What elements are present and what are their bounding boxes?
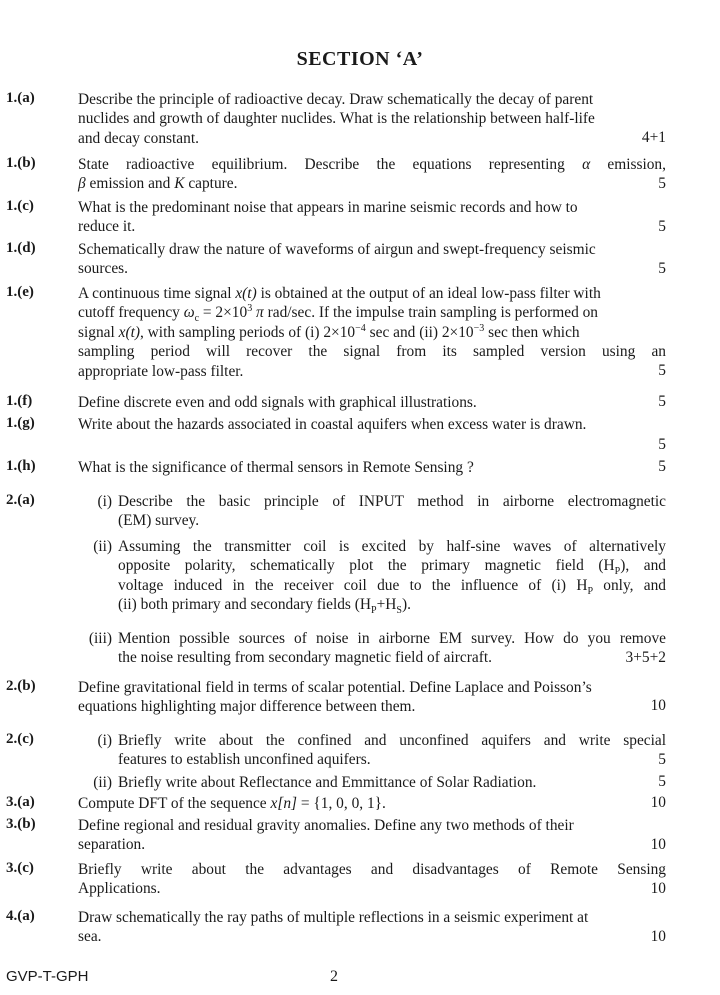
marks: 10 <box>650 880 666 897</box>
question-text: Define regional and residual gravity anomalies. Define any two methods of their separation. <box>78 817 574 854</box>
page-number: 2 <box>330 968 338 985</box>
question-number: 1.(a) <box>6 90 35 106</box>
question-number: 2.(b) <box>6 678 36 694</box>
question-number: 1.(e) <box>6 284 34 300</box>
question-number: 3.(a) <box>6 794 35 810</box>
question-text: Define discrete even and odd signals with graphical illustrations. <box>78 394 477 411</box>
marks: 5 <box>658 393 666 410</box>
question-text: What is the significance of thermal sensors in Remote Sensing ? <box>78 459 474 476</box>
question-number: 2.(a) <box>6 492 35 508</box>
question-number: 1.(f) <box>6 393 33 409</box>
question-number: 2.(c) <box>6 731 34 747</box>
marks: 4+1 <box>641 129 666 146</box>
exam-page: SECTION ‘A’ 1.(a) Describe the principle of radioactive decay. Draw schematically the decay of parent nuclides and growth of daughter nuclides. What is the relationship between half-life and decay constant. 4+1 1.(b) State radioactive equilibrium. Describe the equations representing α emission, β emission and K capture. 5 1.(c) What is the predominant noise that appears in marine seismic records and how to reduce it. 5 1.(d) Schematically draw the nature of waveforms of airgun and swept-frequency seismic sources. 5 1.(e) A continuous time signal x(t) is obtained at the output of an ideal low-pass filter with cutoff frequency $\omega_c = 2\times 10^3$ π rad/sec. If the impulse train sampling is performed on signal x(t), with sampling periods of (i) $2\times 10^{-4}$ sec and (ii) $2\times 10^{-3}$ sec then which sampling period will recover the signal from its sampled version using an appropriate low-pass filter. 5 1.(f) Define discrete even and odd signals with graphical illustrations. 5 1.(g) Write about the hazards associated in coastal aquifers when excess water is drawn. 5 1.(h) What is the significance of thermal sensors in Remote Sensing ? 5 2.(a) (i) Describe the basic principle of INPUT method in airborne electromagnetic (EM) survey. (ii) Assuming the transmitter coil is excited by half-sine waves of alternatively opposite polarity, schematically plot the primary magnetic field $(H_P)$, and voltage induced in the receiver coil due to the influence of (i) $H_P$ only, and (ii) both primary and secondary fields $(H_P+H_S)$. (iii) Mention possible sources of noise in airborne EM survey. How do you remove the noise resulting from secondary magnetic field of aircraft. 3+5+2 2.(b) Define gravitational field in terms of scalar potential. Define Laplace and Poisson’s equations highlighting major difference between them. 10 2.(c) (i) Briefly write about the confined and unconfined aquifers and write special features to establish unconfined aquifers. 5 (ii) Briefly write about Reflectance and Emmittance of Solar Radiation. 5 3.(a) Compute DFT of the sequence x[n] = {1, 0, 0, 1}. 10 3.(b) Define regional and residual gravity anomalies. Define any two methods of their separation. 10 3.(c) Briefly write about the advantages and disadvantages of Remote Sensing Applications. 10 4.(a) Draw schematically the ray paths of multiple reflections in a seismic experiment at sea. 10 GVP-T-GPH 2 <box>0 0 720 995</box>
marks: 5 <box>658 436 666 453</box>
question-text: Draw schematically the ray paths of multiple reflections in a seismic experiment at sea. <box>78 909 589 946</box>
marks: 5 <box>658 175 666 192</box>
marks: 5 <box>658 751 666 768</box>
marks: 5 <box>658 362 666 379</box>
question-number: 3.(b) <box>6 816 36 832</box>
marks: 5 <box>658 773 666 790</box>
question-text: Describe the principle of radioactive decay. Draw schematically the decay of parent nuclides and growth of daughter nuclides. What is the relationship between half-life and decay constant. <box>78 91 595 147</box>
question-number: 1.(c) <box>6 198 34 214</box>
marks: 10 <box>650 928 666 945</box>
question-text: Briefly write about the advantages and disadvantages of Remote Sensing Applications. <box>78 861 666 898</box>
question-text: A continuous time signal x(t) is obtained at the output of an ideal low-pass filter with cutoff frequency $\omega_c = 2\times 10^3$ π rad/sec. If the impulse train sampling is performed on signal x(t), with sampling periods of (i) $2\times 10^{-4}$ sec and (ii) $2\times 10^{-3}$ sec then which sampling period will recover the signal from its sampled version using an appropriate low-pass filter. <box>78 285 666 380</box>
question-number: 1.(d) <box>6 240 36 256</box>
paper-code: GVP-T-GPH <box>6 968 89 985</box>
question-number: 4.(a) <box>6 908 35 924</box>
section-title: SECTION ‘A’ <box>296 48 424 70</box>
question-text: What is the predominant noise that appears in marine seismic records and how to reduce it. <box>78 199 578 236</box>
question-text: Write about the hazards associated in coastal aquifers when excess water is drawn. <box>78 416 587 433</box>
question-number: 1.(b) <box>6 155 36 171</box>
question-text: State radioactive equilibrium. Describe the equations representing α emission, β emission and K capture. <box>78 156 666 193</box>
marks: 10 <box>650 836 666 853</box>
marks: 10 <box>650 697 666 714</box>
question-text: Compute DFT of the sequence x[n] = {1, 0, 0, 1}. <box>78 795 386 812</box>
marks: 10 <box>650 794 666 811</box>
marks: 5 <box>658 458 666 475</box>
marks: 5 <box>658 218 666 235</box>
question-text: Schematically draw the nature of waveforms of airgun and swept-frequency seismic sources. <box>78 241 596 278</box>
question-text: Define gravitational field in terms of scalar potential. Define Laplace and Poisson’s equations highlighting major difference between them. <box>78 679 592 716</box>
marks: 3+5+2 <box>625 649 666 666</box>
question-number: 3.(c) <box>6 860 34 876</box>
marks: 5 <box>658 260 666 277</box>
question-number: 1.(h) <box>6 458 36 474</box>
question-number: 1.(g) <box>6 415 35 431</box>
